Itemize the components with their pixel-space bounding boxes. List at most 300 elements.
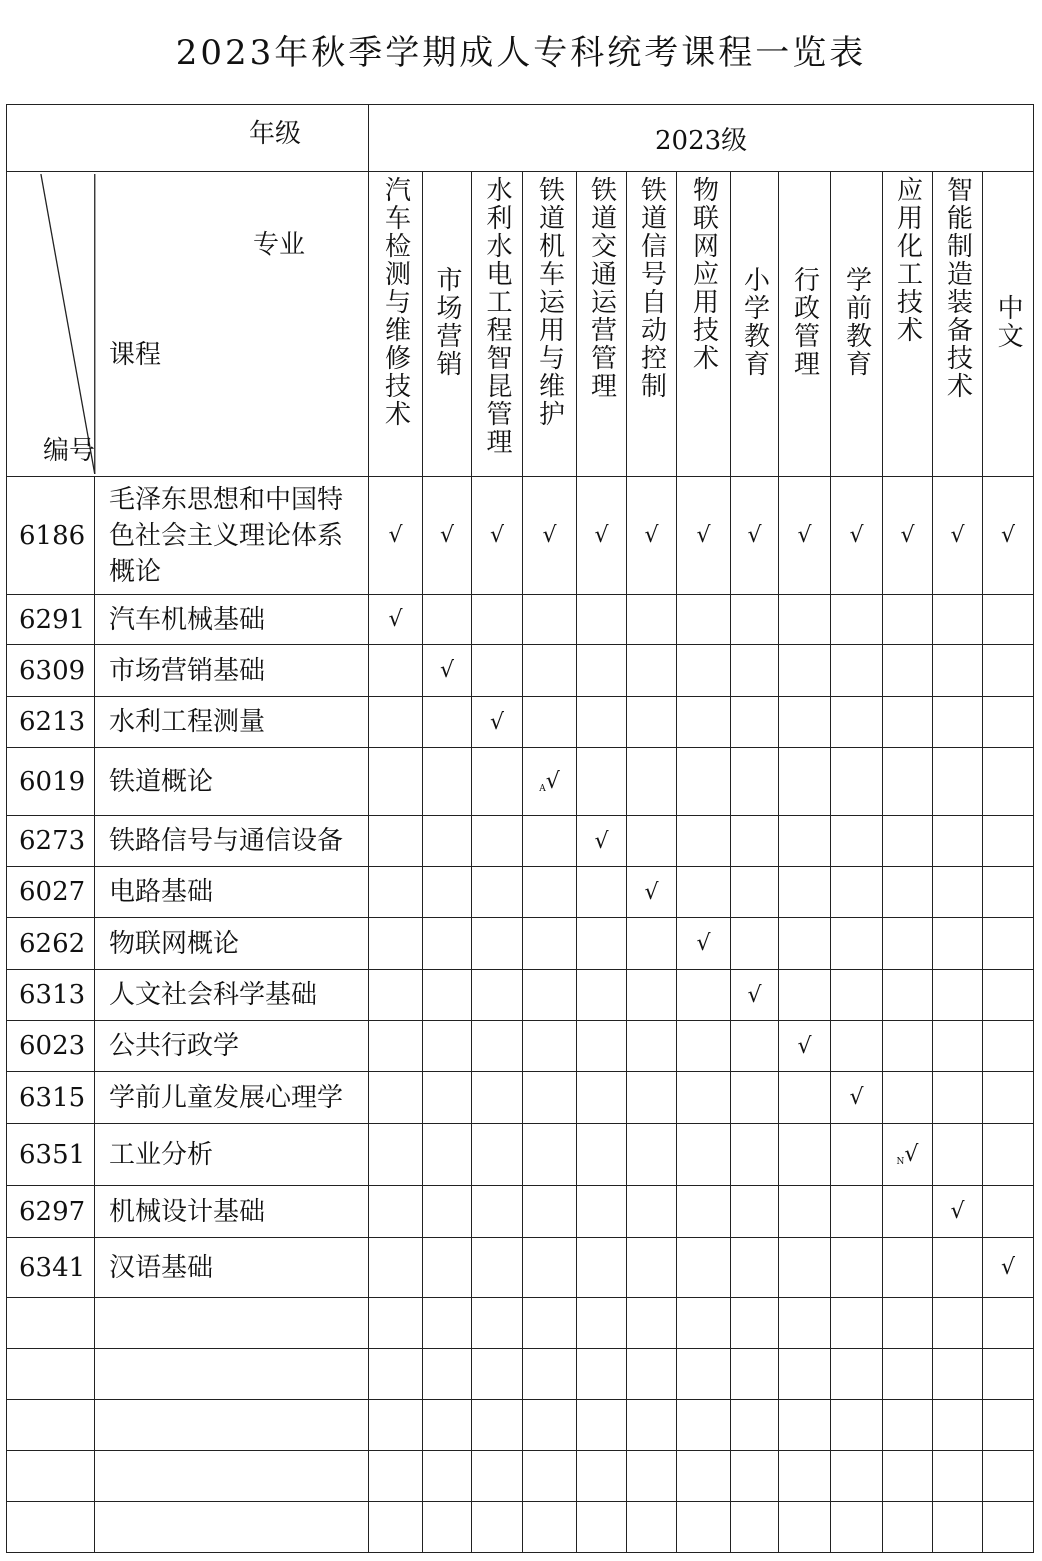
empty-cell <box>831 1349 883 1400</box>
check-cell <box>779 1186 831 1238</box>
check-cell <box>831 645 883 697</box>
course-row <box>7 816 1034 867</box>
empty-cell <box>95 1502 369 1553</box>
major-name: 汽车检测与维修技术 <box>380 176 411 428</box>
check-cell <box>523 816 577 867</box>
empty-row <box>7 1451 1034 1502</box>
empty-cell <box>779 1400 831 1451</box>
check-cell <box>677 595 731 645</box>
check-cell <box>627 477 677 595</box>
check-cell <box>577 1124 627 1186</box>
course-name: 学前儿童发展心理学 <box>95 1072 369 1124</box>
check-cell <box>472 1124 523 1186</box>
check-cell <box>983 748 1034 816</box>
check-cell <box>883 867 933 918</box>
check-cell <box>523 867 577 918</box>
major-name: 行政管理 <box>789 266 820 378</box>
major-name: 物联网应用技术 <box>688 176 719 372</box>
empty-cell <box>423 1451 472 1502</box>
check-cell <box>731 1072 779 1124</box>
course-name: 铁道概论 <box>95 748 369 816</box>
empty-cell <box>677 1502 731 1553</box>
course-name: 汽车机械基础 <box>95 595 369 645</box>
empty-cell <box>577 1502 627 1553</box>
check-cell <box>933 816 983 867</box>
check-cell <box>983 595 1034 645</box>
check-cell <box>423 645 472 697</box>
empty-cell <box>677 1298 731 1349</box>
major-header-cell <box>369 172 423 477</box>
check-cell <box>731 816 779 867</box>
check-mark: √ <box>950 523 965 548</box>
empty-cell <box>677 1451 731 1502</box>
check-cell <box>983 918 1034 970</box>
empty-cell <box>933 1349 983 1400</box>
check-cell <box>369 1238 423 1298</box>
course-code: 6273 <box>7 816 95 867</box>
check-mark: √ <box>797 523 812 548</box>
empty-cell <box>983 1400 1034 1451</box>
course-code: 6309 <box>7 645 95 697</box>
check-cell <box>523 1072 577 1124</box>
check-cell <box>369 748 423 816</box>
check-cell <box>831 970 883 1021</box>
empty-cell <box>523 1400 577 1451</box>
check-cell <box>523 918 577 970</box>
check-cell <box>627 595 677 645</box>
check-cell <box>577 1072 627 1124</box>
course-row <box>7 867 1034 918</box>
empty-cell <box>779 1502 831 1553</box>
check-mark: √ <box>388 523 403 548</box>
major-header-cell <box>677 172 731 477</box>
empty-cell <box>369 1349 423 1400</box>
grade-label: 年级 <box>249 119 302 149</box>
empty-cell <box>731 1349 779 1400</box>
course-row <box>7 918 1034 970</box>
course-name: 人文社会科学基础 <box>95 970 369 1021</box>
course-name: 电路基础 <box>95 867 369 918</box>
course-name: 水利工程测量 <box>95 697 369 748</box>
check-cell <box>423 1124 472 1186</box>
check-cell <box>779 645 831 697</box>
empty-cell <box>883 1349 933 1400</box>
check-cell <box>423 1072 472 1124</box>
check-cell <box>369 1021 423 1072</box>
check-cell <box>677 816 731 867</box>
check-mark: √ <box>489 523 505 548</box>
check-mark: √ <box>849 1085 864 1110</box>
check-cell <box>627 867 677 918</box>
empty-cell <box>933 1298 983 1349</box>
empty-cell <box>369 1298 423 1349</box>
empty-cell <box>472 1349 523 1400</box>
check-cell <box>933 1238 983 1298</box>
check-cell <box>779 748 831 816</box>
check-cell <box>523 748 577 816</box>
corner-header-cell <box>7 172 369 477</box>
major-name: 铁道交通运营管理 <box>586 176 617 400</box>
check-cell <box>933 1124 983 1186</box>
check-cell <box>369 1186 423 1238</box>
major-header-cell <box>779 172 831 477</box>
check-cell <box>677 970 731 1021</box>
empty-cell <box>7 1502 95 1553</box>
course-code: 6341 <box>7 1238 95 1298</box>
check-cell <box>883 918 933 970</box>
check-cell <box>677 748 731 816</box>
stray-mark: N <box>896 1157 905 1167</box>
check-cell <box>883 1124 933 1186</box>
check-cell <box>731 1124 779 1186</box>
course-code: 6291 <box>7 595 95 645</box>
empty-cell <box>369 1400 423 1451</box>
check-cell <box>983 1072 1034 1124</box>
empty-cell <box>369 1451 423 1502</box>
check-mark: √ <box>545 769 560 794</box>
check-cell <box>933 748 983 816</box>
check-mark: √ <box>644 879 659 905</box>
stray-mark: A <box>539 784 546 794</box>
check-cell <box>983 970 1034 1021</box>
empty-cell <box>779 1451 831 1502</box>
course-row <box>7 645 1034 697</box>
check-cell <box>831 867 883 918</box>
major-header-row <box>7 172 1034 477</box>
check-cell <box>831 477 883 595</box>
empty-cell <box>933 1451 983 1502</box>
check-cell <box>779 477 831 595</box>
empty-cell <box>577 1298 627 1349</box>
check-cell <box>369 970 423 1021</box>
course-code: 6262 <box>7 918 95 970</box>
diagonal-divider <box>7 174 368 474</box>
check-cell <box>831 918 883 970</box>
check-cell <box>677 697 731 748</box>
check-cell <box>627 645 677 697</box>
check-cell <box>472 645 523 697</box>
empty-cell <box>779 1298 831 1349</box>
empty-cell <box>369 1502 423 1553</box>
check-mark: √ <box>849 523 864 548</box>
check-cell <box>883 477 933 595</box>
check-cell <box>577 867 627 918</box>
check-mark: √ <box>747 523 762 548</box>
empty-cell <box>677 1400 731 1451</box>
grade-row <box>7 105 1034 172</box>
check-cell <box>523 1238 577 1298</box>
check-mark: √ <box>594 828 609 854</box>
check-cell <box>983 1186 1034 1238</box>
check-cell <box>577 748 627 816</box>
check-cell <box>423 918 472 970</box>
check-cell <box>627 1124 677 1186</box>
major-header-cell <box>731 172 779 477</box>
page-title: 2023年秋季学期成人专科统考课程一览表 <box>175 33 867 73</box>
course-row <box>7 748 1034 816</box>
check-cell <box>627 1072 677 1124</box>
check-cell <box>883 1072 933 1124</box>
course-code: 6027 <box>7 867 95 918</box>
check-cell <box>577 697 627 748</box>
check-cell <box>577 816 627 867</box>
empty-cell <box>627 1349 677 1400</box>
check-cell <box>983 1238 1034 1298</box>
check-cell <box>831 595 883 645</box>
check-mark: √ <box>594 523 609 548</box>
check-cell <box>983 697 1034 748</box>
major-name: 智能制造装备技术 <box>942 176 973 400</box>
major-name: 应用化工技术 <box>892 176 923 344</box>
empty-cell <box>95 1298 369 1349</box>
check-cell <box>472 748 523 816</box>
empty-cell <box>731 1400 779 1451</box>
check-cell <box>983 867 1034 918</box>
check-cell <box>577 595 627 645</box>
course-name: 毛泽东思想和中国特色社会主义理论体系概论 <box>95 477 369 595</box>
empty-cell <box>577 1451 627 1502</box>
course-name: 机械设计基础 <box>95 1186 369 1238</box>
check-cell <box>677 1124 731 1186</box>
check-cell <box>423 970 472 1021</box>
course-name: 铁路信号与通信设备 <box>95 816 369 867</box>
check-cell <box>883 595 933 645</box>
empty-cell <box>883 1298 933 1349</box>
empty-cell <box>577 1400 627 1451</box>
major-name: 水利水电工程智昆管理 <box>482 176 512 456</box>
check-cell <box>369 477 423 595</box>
course-name: 汉语基础 <box>95 1238 369 1298</box>
empty-cell <box>627 1502 677 1553</box>
empty-cell <box>7 1451 95 1502</box>
check-mark: √ <box>644 523 659 548</box>
check-cell <box>369 816 423 867</box>
code-label: 编号 <box>43 436 96 466</box>
major-label: 专业 <box>253 230 306 260</box>
check-cell <box>831 1186 883 1238</box>
check-cell <box>883 1021 933 1072</box>
check-cell <box>983 477 1034 595</box>
check-cell <box>369 867 423 918</box>
course-table <box>6 104 1034 1553</box>
check-mark: √ <box>696 523 711 548</box>
course-row <box>7 1021 1034 1072</box>
check-cell <box>831 748 883 816</box>
empty-cell <box>731 1298 779 1349</box>
check-cell <box>423 748 472 816</box>
check-mark: √ <box>489 709 505 735</box>
empty-cell <box>883 1400 933 1451</box>
check-cell <box>883 645 933 697</box>
check-cell <box>779 918 831 970</box>
major-header-cell <box>523 172 577 477</box>
check-cell <box>779 970 831 1021</box>
check-cell <box>933 645 983 697</box>
check-cell <box>677 1238 731 1298</box>
check-cell <box>779 697 831 748</box>
check-cell <box>677 1021 731 1072</box>
major-name: 铁道信号自动控制 <box>636 176 667 400</box>
check-cell <box>627 697 677 748</box>
check-mark: √ <box>747 982 762 1008</box>
check-cell <box>577 645 627 697</box>
check-cell <box>677 918 731 970</box>
check-cell <box>423 816 472 867</box>
empty-cell <box>95 1400 369 1451</box>
empty-cell <box>523 1298 577 1349</box>
check-cell <box>523 1186 577 1238</box>
check-cell <box>472 970 523 1021</box>
major-header-cell <box>577 172 627 477</box>
course-name: 工业分析 <box>95 1124 369 1186</box>
check-cell <box>472 1021 523 1072</box>
empty-row <box>7 1298 1034 1349</box>
check-mark: √ <box>904 1142 919 1167</box>
check-cell <box>779 1124 831 1186</box>
course-code: 6297 <box>7 1186 95 1238</box>
empty-cell <box>627 1451 677 1502</box>
empty-cell <box>472 1298 523 1349</box>
check-cell <box>933 970 983 1021</box>
check-cell <box>472 816 523 867</box>
check-cell <box>423 477 472 595</box>
check-cell <box>831 1124 883 1186</box>
grade-value: 2023级 <box>369 105 1034 172</box>
empty-cell <box>731 1451 779 1502</box>
check-mark: √ <box>388 607 403 632</box>
empty-cell <box>831 1451 883 1502</box>
empty-cell <box>883 1502 933 1553</box>
check-mark: √ <box>797 1033 812 1059</box>
check-mark: √ <box>439 523 455 548</box>
check-cell <box>883 1238 933 1298</box>
course-row <box>7 477 1034 595</box>
check-cell <box>731 1186 779 1238</box>
check-cell <box>627 918 677 970</box>
empty-cell <box>883 1451 933 1502</box>
check-cell <box>369 645 423 697</box>
empty-cell <box>983 1349 1034 1400</box>
check-cell <box>983 1124 1034 1186</box>
check-cell <box>472 1072 523 1124</box>
check-cell <box>933 477 983 595</box>
check-cell <box>731 1021 779 1072</box>
check-cell <box>677 645 731 697</box>
empty-cell <box>983 1451 1034 1502</box>
check-cell <box>883 816 933 867</box>
empty-cell <box>7 1400 95 1451</box>
check-cell <box>472 477 523 595</box>
empty-row <box>7 1400 1034 1451</box>
course-name: 物联网概论 <box>95 918 369 970</box>
check-cell <box>983 645 1034 697</box>
empty-cell <box>523 1502 577 1553</box>
check-cell <box>883 1186 933 1238</box>
check-cell <box>423 1186 472 1238</box>
check-cell <box>627 1238 677 1298</box>
course-code: 6351 <box>7 1124 95 1186</box>
check-cell <box>472 918 523 970</box>
course-row <box>7 1186 1034 1238</box>
check-cell <box>423 697 472 748</box>
empty-cell <box>577 1349 627 1400</box>
check-cell <box>523 970 577 1021</box>
check-cell <box>369 918 423 970</box>
major-name: 铁道机车运用与维护 <box>534 176 565 428</box>
check-cell <box>577 918 627 970</box>
empty-cell <box>831 1298 883 1349</box>
check-cell <box>523 697 577 748</box>
check-cell <box>423 595 472 645</box>
empty-cell <box>983 1298 1034 1349</box>
check-cell <box>472 1186 523 1238</box>
check-mark: √ <box>1001 1255 1016 1280</box>
check-cell <box>831 1021 883 1072</box>
check-cell <box>831 1238 883 1298</box>
empty-cell <box>472 1502 523 1553</box>
empty-cell <box>933 1502 983 1553</box>
check-cell <box>933 918 983 970</box>
check-cell <box>627 1186 677 1238</box>
empty-cell <box>95 1451 369 1502</box>
major-header-cell <box>423 172 472 477</box>
check-cell <box>472 595 523 645</box>
check-cell <box>731 1238 779 1298</box>
check-cell <box>369 1072 423 1124</box>
check-cell <box>731 867 779 918</box>
major-name: 中文 <box>993 294 1024 350</box>
course-name: 公共行政学 <box>95 1021 369 1072</box>
check-mark: √ <box>696 931 711 956</box>
empty-cell <box>983 1502 1034 1553</box>
check-cell <box>423 1021 472 1072</box>
course-label: 课程 <box>109 340 162 370</box>
check-cell <box>983 1021 1034 1072</box>
check-mark: √ <box>950 1199 965 1224</box>
check-cell <box>883 970 933 1021</box>
empty-cell <box>627 1298 677 1349</box>
check-cell <box>731 477 779 595</box>
empty-cell <box>423 1400 472 1451</box>
empty-row <box>7 1349 1034 1400</box>
major-name: 学前教育 <box>841 266 872 378</box>
check-cell <box>731 918 779 970</box>
check-mark: √ <box>900 523 915 548</box>
check-cell <box>731 970 779 1021</box>
empty-cell <box>523 1349 577 1400</box>
check-cell <box>677 1072 731 1124</box>
check-cell <box>677 477 731 595</box>
major-name: 小学教育 <box>739 266 770 378</box>
check-mark: √ <box>1001 523 1016 548</box>
empty-cell <box>423 1502 472 1553</box>
check-cell <box>369 1124 423 1186</box>
course-code: 6315 <box>7 1072 95 1124</box>
check-cell <box>423 867 472 918</box>
course-row <box>7 970 1034 1021</box>
empty-cell <box>831 1502 883 1553</box>
check-cell <box>933 1021 983 1072</box>
check-cell <box>627 816 677 867</box>
course-code: 6019 <box>7 748 95 816</box>
check-cell <box>731 697 779 748</box>
empty-cell <box>472 1451 523 1502</box>
check-cell <box>731 595 779 645</box>
check-cell <box>933 867 983 918</box>
empty-cell <box>423 1349 472 1400</box>
check-cell <box>472 1238 523 1298</box>
check-cell <box>627 748 677 816</box>
